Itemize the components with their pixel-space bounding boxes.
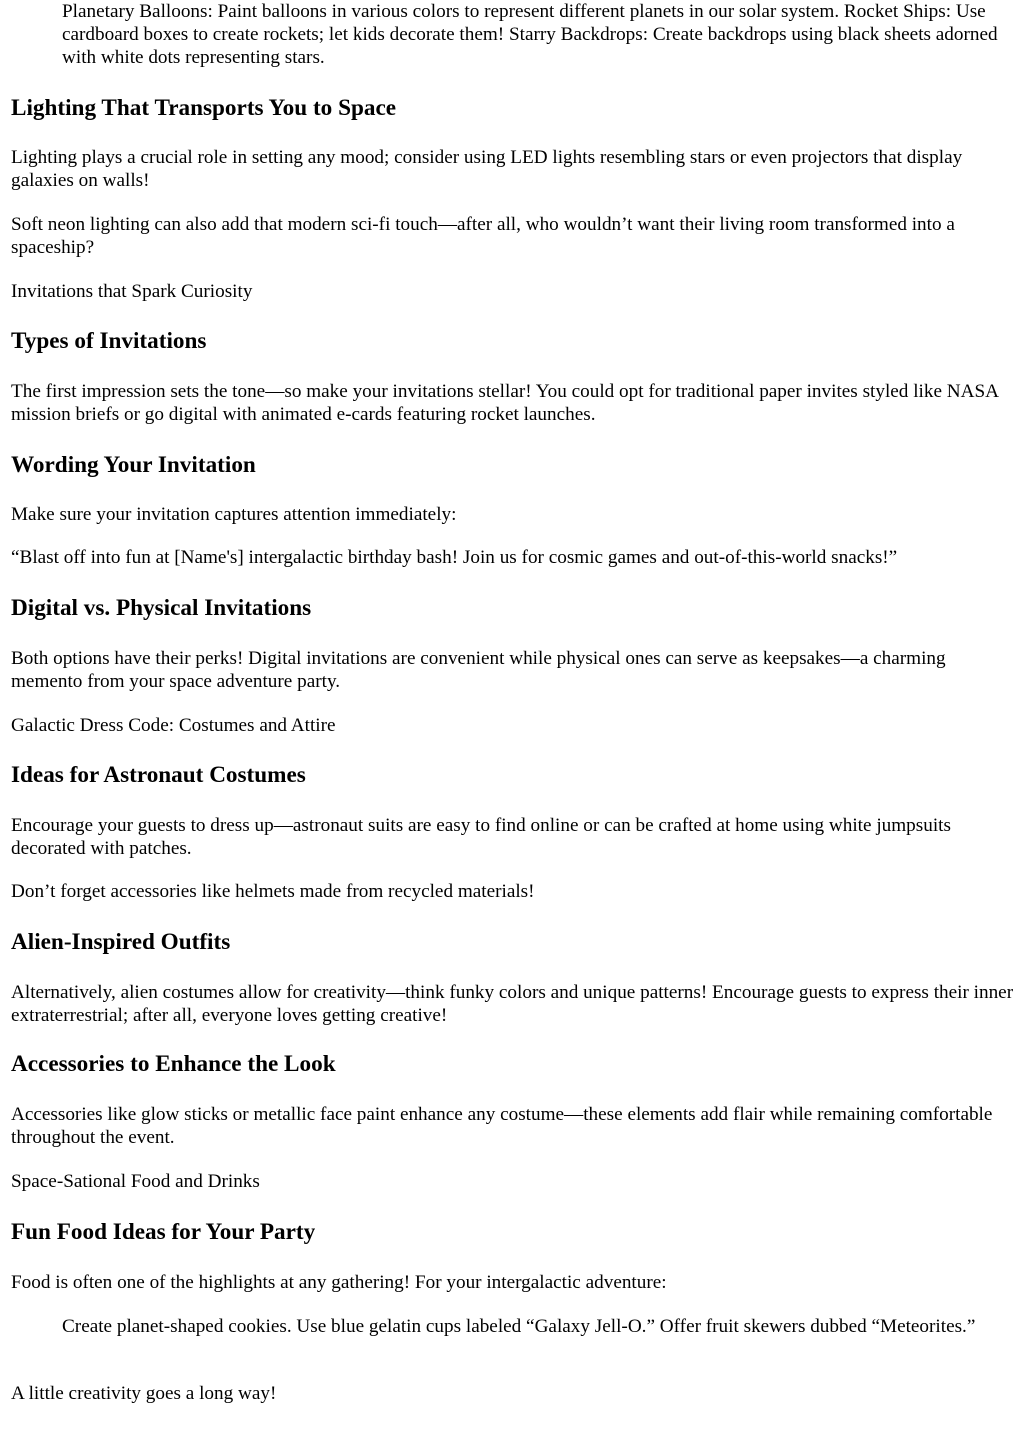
wording-paragraph: Make sure your invitation captures attention immediately: bbox=[11, 504, 457, 525]
alien-outfits-paragraph: Alternatively, alien costumes allow for creativity—think funky colors and unique patterns! Encourage guests to express their inner extraterrestrial; after all, everyone loves getting creative! bbox=[11, 982, 1014, 1026]
astronaut-costumes-paragraph-2: Don’t forget accessories like helmets made from recycled materials! bbox=[11, 881, 535, 902]
invitation-quote: “Blast off into fun at [Name's] intergalactic birthday bash! Join us for cosmic games and out-of-this-world snacks!” bbox=[11, 547, 898, 568]
lighting-paragraph-2: Soft neon lighting can also add that modern sci-fi touch—after all, who wouldn’t want their living room transformed into a spaceship? bbox=[11, 214, 955, 258]
invitations-section-label: Invitations that Spark Curiosity bbox=[11, 281, 253, 302]
digital-vs-physical-heading: Digital vs. Physical Invitations bbox=[11, 595, 312, 621]
astronaut-costumes-heading: Ideas for Astronaut Costumes bbox=[11, 762, 306, 788]
alien-outfits-heading: Alien-Inspired Outfits bbox=[11, 929, 231, 955]
decoration-ideas-list: Planetary Balloons: Paint balloons in various colors to represent different planets in our solar system. Rocket Ships: Use cardboard boxes to create rockets; let kids decorate them! Starry Backdrops: Create backdrops using black sheets adorned with white dots representing stars. bbox=[62, 1, 998, 68]
fun-food-heading: Fun Food Ideas for Your Party bbox=[11, 1219, 316, 1245]
accessories-paragraph: Accessories like glow sticks or metallic face paint enhance any costume—these elements add flair while remaining comfortable throughout the event. bbox=[11, 1104, 993, 1148]
digital-vs-physical-paragraph: Both options have their perks! Digital invitations are convenient while physical ones can serve as keepsakes—a charming memento from your space adventure party. bbox=[11, 648, 946, 692]
types-of-invitations-heading: Types of Invitations bbox=[11, 328, 207, 354]
food-section-label: Space-Sational Food and Drinks bbox=[11, 1171, 260, 1192]
food-ideas-list: Create planet-shaped cookies. Use blue gelatin cups labeled “Galaxy Jell-O.” Offer fruit skewers dubbed “Meteorites.” bbox=[62, 1316, 976, 1337]
astronaut-costumes-paragraph-1: Encourage your guests to dress up—astronaut suits are easy to find online or can be crafted at home using white jumpsuits decorated with patches. bbox=[11, 815, 951, 859]
lighting-heading: Lighting That Transports You to Space bbox=[11, 95, 397, 121]
lighting-paragraph-1: Lighting plays a crucial role in setting any mood; consider using LED lights resembling stars or even projectors that display galaxies on walls! bbox=[11, 147, 963, 191]
types-of-invitations-paragraph: The first impression sets the tone—so make your invitations stellar! You could opt for traditional paper invites styled like NASA mission briefs or go digital with animated e-cards featuring rocket launches. bbox=[11, 381, 998, 425]
wording-heading: Wording Your Invitation bbox=[11, 452, 256, 478]
closing-paragraph: A little creativity goes a long way! bbox=[11, 1383, 277, 1404]
fun-food-paragraph: Food is often one of the highlights at any gathering! For your intergalactic adventure: bbox=[11, 1272, 667, 1293]
dress-code-section-label: Galactic Dress Code: Costumes and Attire bbox=[11, 715, 336, 736]
accessories-heading: Accessories to Enhance the Look bbox=[11, 1051, 336, 1077]
